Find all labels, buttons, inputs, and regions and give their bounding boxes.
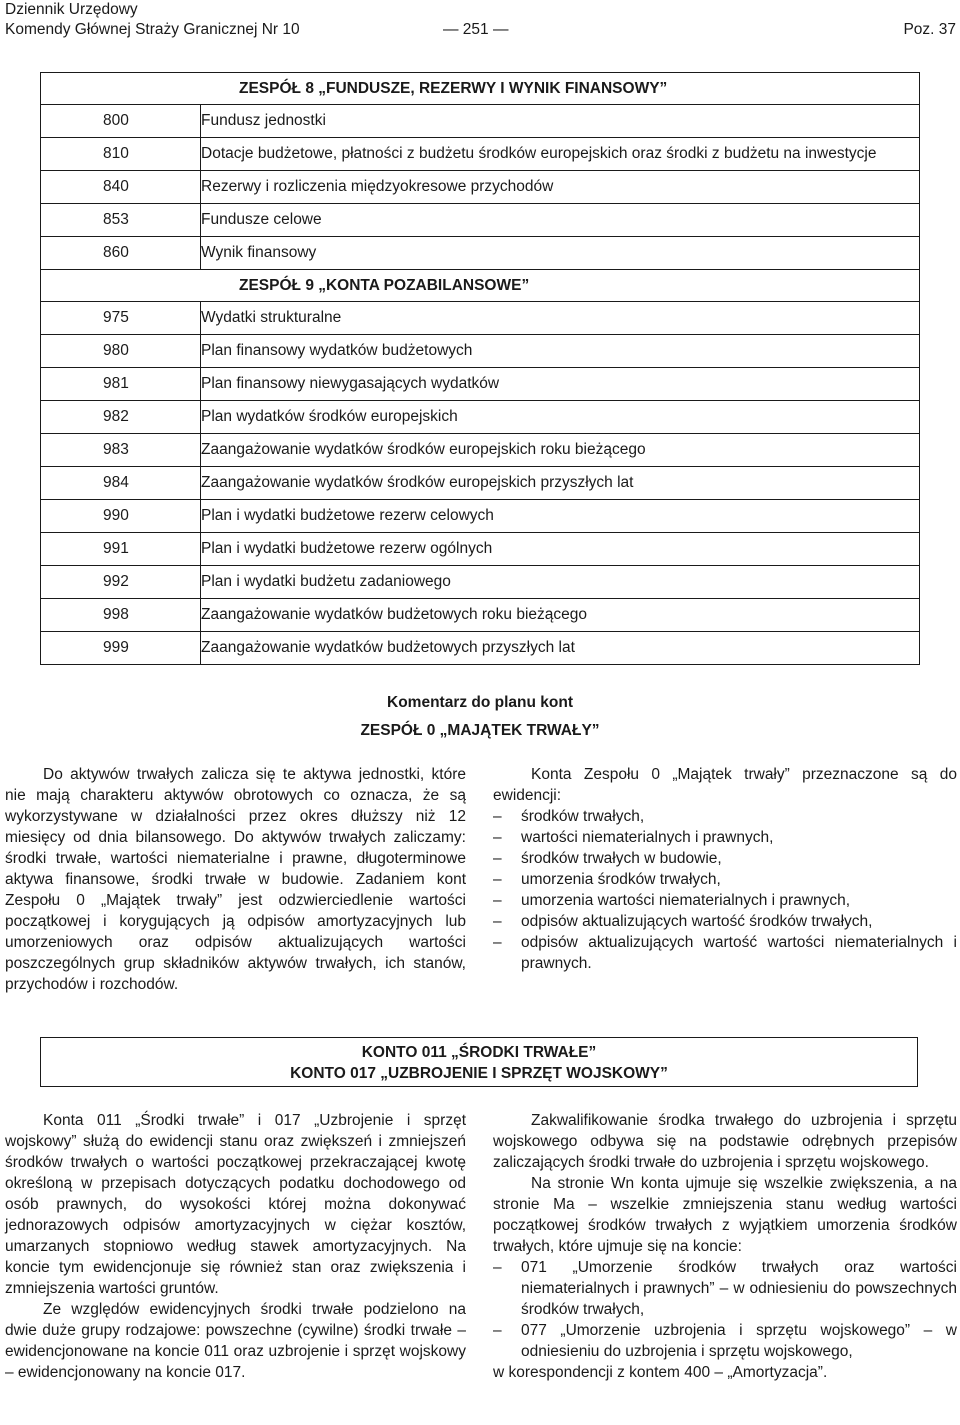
list-item: – umorzenia środków trwałych, — [493, 869, 957, 890]
account-code: 981 — [41, 368, 201, 400]
comment-right-intro: Konta Zespołu 0 „Majątek trwały” przeznaczone są do ewidencji: — [493, 766, 957, 804]
account-name: Zaangażowanie wydatków budżetowych roku bieżącego — [201, 606, 588, 623]
account-code: 980 — [41, 335, 201, 367]
konto-right-column — [493, 1110, 957, 1383]
table-row — [41, 171, 919, 204]
konto-left-paragraph-1: Konta 011 „Środki trwałe” i 017 „Uzbrojenie i sprzęt wojskowy” służą do ewidencji stanu oraz zwiększeń i zmniejszeń środków trwałych o wartości początkowej przekraczającej kwotę określoną w przepisach dotyczących podatku dochodowego od osób prawnych, do wysokości której można dokonywać jednorazowych odpisów amortyzacyjnych w ciężar kosztów, umarzanych stopniowo według stawek amortyzacyjnych. Na koncie tym ewidencjonuje się również stan oraz zwiększenia i zmniejszenia wartości gruntów. — [5, 1112, 466, 1297]
list-item: – wartości niematerialnych i prawnych, — [493, 827, 957, 848]
list-item: – środków trwałych w budowie, — [493, 848, 957, 869]
table-row — [41, 500, 919, 533]
konto-left-paragraph-2: Ze względów ewidencyjnych środki trwałe podzielono na dwie duże grupy rodzajowe: powszechne (cywilne) środki trwałe – ewidencjonowane na koncie 011 oraz uzbrojenie i sprzęt wojskowy – ewidencjonowany na koncie 017. — [5, 1301, 466, 1381]
account-code: 860 — [41, 237, 201, 269]
konto-right-paragraph-2: Na stronie Wn konta ujmuje się wszelkie zwiększenia, a na stronie Ma – wszelkie zmniejszenia stanu według wartości początkowej środków trwałych z wyjątkiem umorzenia środków trwałych, które ujmuje się na koncie: — [493, 1175, 957, 1255]
table-row — [41, 434, 919, 467]
konto-left-column — [5, 1110, 466, 1383]
list-item: – odpisów aktualizujących wartość wartości niematerialnych i prawnych. — [493, 932, 957, 974]
table-row — [41, 368, 919, 401]
page-header — [5, 0, 960, 40]
table-group-heading — [41, 73, 919, 105]
group-8-title: ZESPÓŁ 8 „FUNDUSZE, REZERWY I WYNIK FINANSOWY” — [239, 80, 668, 97]
list-item: – umorzenia wartości niematerialnych i prawnych, — [493, 890, 957, 911]
list-item: – odpisów aktualizujących wartość środków trwałych, — [493, 911, 957, 932]
account-code: 840 — [41, 171, 201, 203]
comment-dash-list — [493, 806, 957, 974]
konto-dash-list — [493, 1257, 957, 1362]
account-name: Wydatki strukturalne — [201, 309, 342, 326]
table-row — [41, 566, 919, 599]
account-code: 998 — [41, 599, 201, 631]
comment-right-column — [493, 764, 957, 974]
account-name: Rezerwy i rozliczenia międzyokresowe przychodów — [201, 178, 554, 195]
konto-017-title: KONTO 017 „UZBROJENIE I SPRZĘT WOJSKOWY” — [290, 1065, 668, 1082]
accounts-table — [40, 72, 920, 665]
account-name: Fundusze celowe — [201, 211, 322, 228]
konto-title-box — [40, 1037, 918, 1087]
table-group-heading — [41, 270, 919, 302]
account-code: 810 — [41, 138, 201, 170]
comment-title: Komentarz do planu kont — [387, 694, 573, 711]
table-row — [41, 632, 919, 665]
account-name: Zaangażowanie wydatków budżetowych przyszłych lat — [201, 639, 575, 656]
account-name: Plan wydatków środków europejskich — [201, 408, 458, 425]
table-row — [41, 335, 919, 368]
account-name: Plan i wydatki budżetu zadaniowego — [201, 573, 451, 590]
account-name: Zaangażowanie wydatków środków europejskich roku bieżącego — [201, 441, 646, 458]
journal-issuer: Komendy Głównej Straży Granicznej Nr 10 — [5, 21, 300, 38]
list-item: – środków trwałych, — [493, 806, 957, 827]
table-row — [41, 138, 919, 171]
table-row — [41, 599, 919, 632]
account-code: 984 — [41, 467, 201, 499]
account-name: Plan finansowy niewygasających wydatków — [201, 375, 500, 392]
konto-right-tail: w korespondencji z kontem 400 – „Amortyzacja”. — [493, 1364, 828, 1381]
account-code: 983 — [41, 434, 201, 466]
account-code: 853 — [41, 204, 201, 236]
list-item: – 071 „Umorzenie środków trwałych oraz wartości niematerialnych i prawnych” – w odniesieniu do powszechnych środków trwałych, — [493, 1257, 957, 1320]
account-code: 991 — [41, 533, 201, 565]
account-code: 992 — [41, 566, 201, 598]
account-name: Wynik finansowy — [201, 244, 317, 261]
comment-left-column — [5, 764, 466, 995]
account-name: Fundusz jednostki — [201, 112, 326, 129]
account-code: 999 — [41, 632, 201, 664]
account-code: 800 — [41, 105, 201, 137]
account-code: 990 — [41, 500, 201, 532]
account-name: Plan i wydatki budżetowe rezerw ogólnych — [201, 540, 493, 557]
journal-title: Dziennik Urzędowy — [5, 1, 138, 18]
account-name: Plan i wydatki budżetowe rezerw celowych — [201, 507, 494, 524]
table-row — [41, 467, 919, 500]
account-code: 982 — [41, 401, 201, 433]
table-row — [41, 302, 919, 335]
table-row — [41, 533, 919, 566]
page-number: — 251 — — [443, 21, 509, 38]
table-row — [41, 105, 919, 138]
table-row — [41, 401, 919, 434]
comment-left-paragraph: Do aktywów trwałych zalicza się te aktywa jednostki, które nie mają charakteru aktywów obrotowych co oznacza, że są wykorzystywane w działalności przez okres dłuższy niż 12 miesięcy od dnia bilansowego. Do aktywów trwałych zaliczamy: środki trwałe, wartości niematerialne i prawne, długoterminowe aktywa finansowe, środki trwałe w budowie. Zadaniem kont Zespołu 0 „Majątek trwały” jest odzwierciedlenie wartości początkowej i korygujących ją odpisów amortyzacyjnych lub umorzeniowych oraz odpisów aktualizujących wartości poszczególnych grup składników aktywów trwałych, ich stanów, przychodów i rozchodów. — [5, 766, 466, 993]
table-row — [41, 237, 919, 270]
account-name: Plan finansowy wydatków budżetowych — [201, 342, 473, 359]
list-item: – 077 „Umorzenie uzbrojenia i sprzętu wojskowego” – w odniesieniu do uzbrojenia i sprzętu wojskowego, — [493, 1320, 957, 1362]
account-code: 975 — [41, 302, 201, 334]
comment-subtitle: ZESPÓŁ 0 „MAJĄTEK TRWAŁY” — [360, 722, 600, 739]
table-row — [41, 204, 919, 237]
konto-right-paragraph-1: Zakwalifikowanie środka trwałego do uzbrojenia i sprzętu wojskowego odbywa się na podstawie odrębnych przepisów zaliczających środki trwałe do uzbrojenia i sprzętu wojskowego. — [493, 1112, 957, 1171]
account-name: Dotacje budżetowe, płatności z budżetu środków europejskich oraz środki z budżetu na inwestycje — [201, 145, 877, 162]
account-name: Zaangażowanie wydatków środków europejskich przyszłych lat — [201, 474, 634, 491]
group-9-title: ZESPÓŁ 9 „KONTA POZABILANSOWE” — [239, 277, 530, 294]
position-number: Poz. 37 — [903, 21, 956, 38]
konto-011-title: KONTO 011 „ŚRODKI TRWAŁE” — [361, 1044, 597, 1061]
